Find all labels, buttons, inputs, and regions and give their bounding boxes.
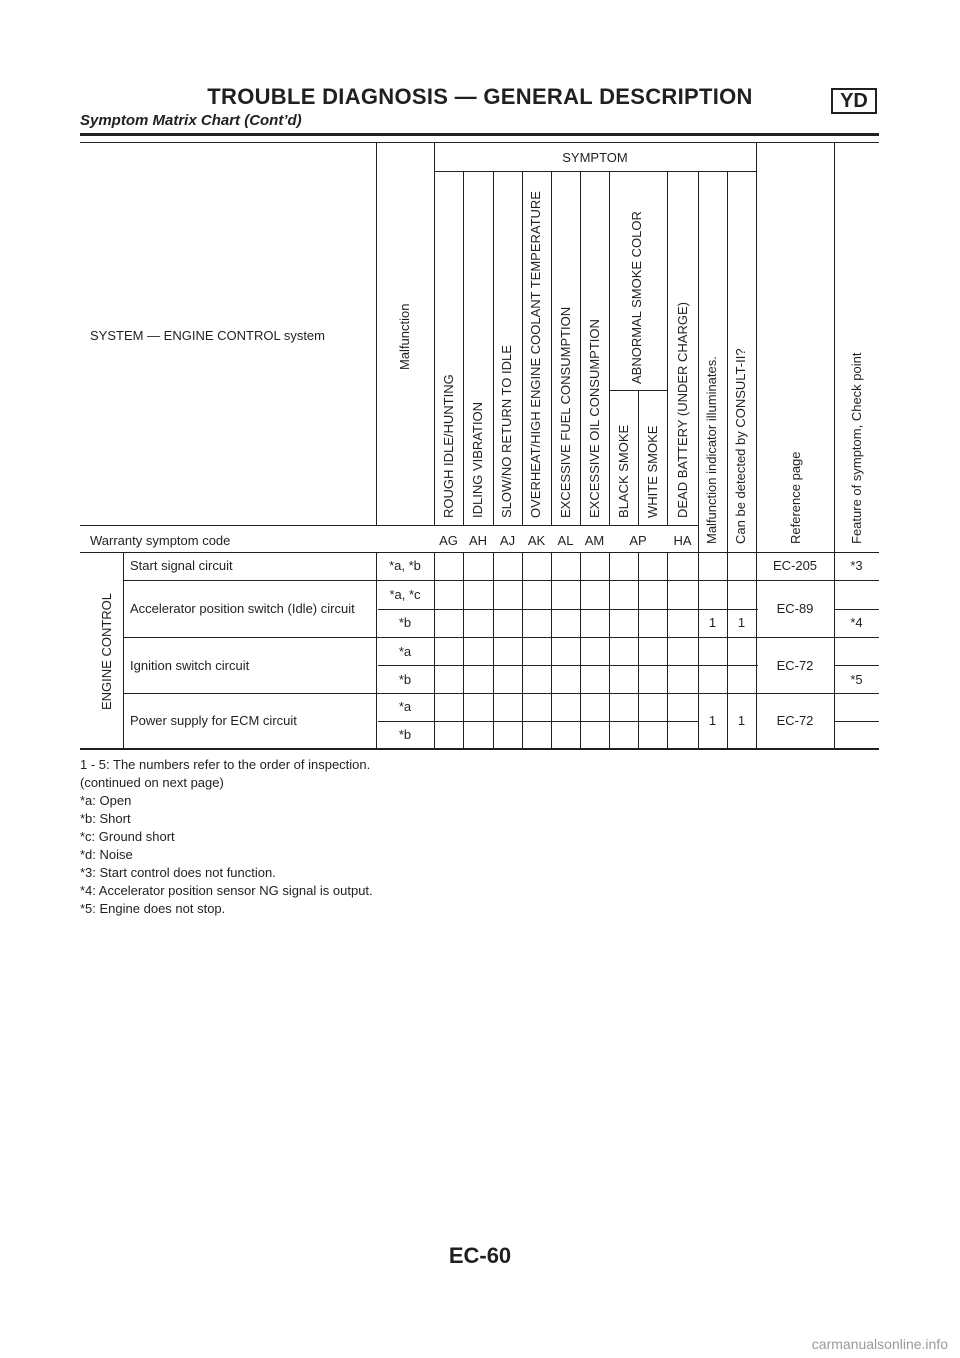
page-number: EC-60 — [448, 1243, 512, 1268]
col-line-s2 — [493, 171, 494, 526]
row-rule-1 — [123, 580, 879, 581]
system-power-supply: Power supply for ECM circuit — [130, 713, 297, 728]
body-line-malf — [434, 552, 435, 749]
symptom-slow-return: SLOW/NO RETURN TO IDLE — [499, 345, 514, 518]
row-rule-1b — [834, 609, 879, 610]
mil-accel-switch: 1 — [708, 615, 717, 630]
feature-ignition: *5 — [850, 672, 863, 687]
symptom-overheat: OVERHEAT/HIGH ENGINE COOLANT TEMPERATURE — [528, 191, 543, 518]
ref-ignition: EC-72 — [776, 658, 814, 673]
warranty-code-ha: HA — [673, 533, 692, 548]
table-bottom-border — [80, 748, 879, 750]
note-line: *d: Noise — [80, 847, 133, 862]
warranty-code-ap: AP — [629, 533, 647, 548]
col-line-ref — [834, 142, 835, 553]
mil-header: Malfunction indicator illuminates. — [704, 356, 719, 544]
col-line-s7 — [638, 390, 639, 526]
body-line-group — [123, 552, 124, 749]
warranty-code-ag: AG — [439, 533, 458, 548]
malf-power-2: *b — [398, 727, 412, 742]
note-line: *5: Engine does not stop. — [80, 901, 226, 916]
page-subtitle: Symptom Matrix Chart (Cont’d) — [80, 112, 302, 129]
header-rule — [80, 133, 879, 136]
group-label-engine-control: ENGINE CONTROL — [99, 592, 114, 710]
symptom-header: SYMPTOM — [562, 150, 628, 165]
ref-accel-switch: EC-89 — [776, 601, 814, 616]
warranty-code-ak: AK — [527, 533, 546, 548]
reference-header: Reference page — [788, 451, 803, 544]
col-line-s9 — [698, 171, 699, 553]
malfunction-header: Malfunction — [397, 303, 412, 370]
body-line-c8 — [667, 552, 668, 749]
malf-ignition-1: *a — [398, 644, 412, 659]
col-line-s1 — [463, 171, 464, 526]
symptom-idling-vibration: IDLING VIBRATION — [470, 401, 485, 518]
body-line-c2 — [493, 552, 494, 749]
system-accel-switch: Accelerator position switch (Idle) circuit — [130, 601, 355, 616]
note-line: *4: Accelerator position sensor NG signal is output. — [80, 883, 373, 898]
body-line-c12 — [834, 552, 835, 749]
symptom-rough-idle: ROUGH IDLE/HUNTING — [441, 374, 456, 518]
feature-start-signal: *3 — [850, 558, 863, 573]
consult-accel-switch: 1 — [737, 615, 746, 630]
warranty-code-al: AL — [557, 533, 574, 548]
col-line-malfunction — [434, 142, 435, 526]
note-line: *a: Open — [80, 793, 132, 808]
row-rule-3 — [123, 693, 879, 694]
malf-start-signal: *a, *b — [389, 558, 421, 573]
system-start-signal: Start signal circuit — [130, 558, 233, 573]
section-badge: YD — [831, 88, 877, 114]
feature-accel-switch: *4 — [850, 615, 863, 630]
ref-start-signal: EC-205 — [772, 558, 818, 573]
body-line-c1 — [463, 552, 464, 749]
col-line-s3 — [522, 171, 523, 526]
col-line-s8 — [667, 171, 668, 526]
note-line: *3: Start control does not function. — [80, 865, 276, 880]
table-top-border — [80, 142, 879, 143]
body-line-c4 — [551, 552, 552, 749]
body-line-c7 — [638, 552, 639, 749]
row-rule-1a — [378, 609, 758, 610]
row-rule-3b — [834, 721, 879, 722]
system-ignition-switch: Ignition switch circuit — [130, 658, 250, 673]
body-line-c5 — [580, 552, 581, 749]
ref-power: EC-72 — [776, 713, 814, 728]
symptom-dead-battery: DEAD BATTERY (UNDER CHARGE) — [675, 302, 690, 518]
symptom-header-rule — [434, 171, 756, 172]
col-line-s5 — [580, 171, 581, 526]
col-line-s10 — [727, 171, 728, 553]
row-rule-2 — [123, 637, 879, 638]
note-line: *c: Ground short — [80, 829, 175, 844]
page-title: TROUBLE DIAGNOSIS — GENERAL DESCRIPTION — [207, 84, 753, 109]
col-line-system — [376, 142, 377, 526]
watermark: carmanualsonline.info — [811, 1336, 948, 1352]
warranty-rule — [80, 525, 698, 526]
warranty-code-aj: AJ — [499, 533, 516, 548]
malf-accel-switch-2: *b — [398, 615, 412, 630]
system-header: SYSTEM — ENGINE CONTROL system — [90, 328, 325, 343]
note-line: 1 - 5: The numbers refer to the order of inspection. — [80, 757, 371, 772]
note-line: (continued on next page) — [80, 775, 224, 790]
malf-accel-switch-1: *a, *c — [389, 587, 421, 602]
col-line-s11 — [756, 142, 757, 553]
row-rule-3a — [378, 721, 698, 722]
body-line-c6 — [609, 552, 610, 749]
row-rule-2a — [378, 665, 758, 666]
symptom-black-smoke: BLACK SMOKE — [616, 424, 631, 518]
warranty-label: Warranty symptom code — [90, 533, 231, 548]
symptom-fuel-consumption: EXCESSIVE FUEL CONSUMPTION — [558, 306, 573, 518]
malf-ignition-2: *b — [398, 672, 412, 687]
mil-power: 1 — [708, 713, 717, 728]
body-top-rule — [80, 552, 879, 553]
symptom-white-smoke: WHITE SMOKE — [645, 425, 660, 518]
warranty-code-am: AM — [584, 533, 605, 548]
feature-header: Feature of symptom, Check point — [849, 352, 864, 544]
body-line-c3 — [522, 552, 523, 749]
note-line: *b: Short — [80, 811, 131, 826]
consult-header: Can be detected by CONSULT-II? — [733, 348, 748, 544]
col-line-s4 — [551, 171, 552, 526]
warranty-code-ah: AH — [468, 533, 488, 548]
abnormal-smoke-header: ABNORMAL SMOKE COLOR — [629, 211, 644, 384]
malf-power-1: *a — [398, 699, 412, 714]
row-rule-2b — [834, 665, 879, 666]
symptom-oil-consumption: EXCESSIVE OIL CONSUMPTION — [587, 319, 602, 518]
consult-power: 1 — [737, 713, 746, 728]
col-line-s6 — [609, 171, 610, 526]
